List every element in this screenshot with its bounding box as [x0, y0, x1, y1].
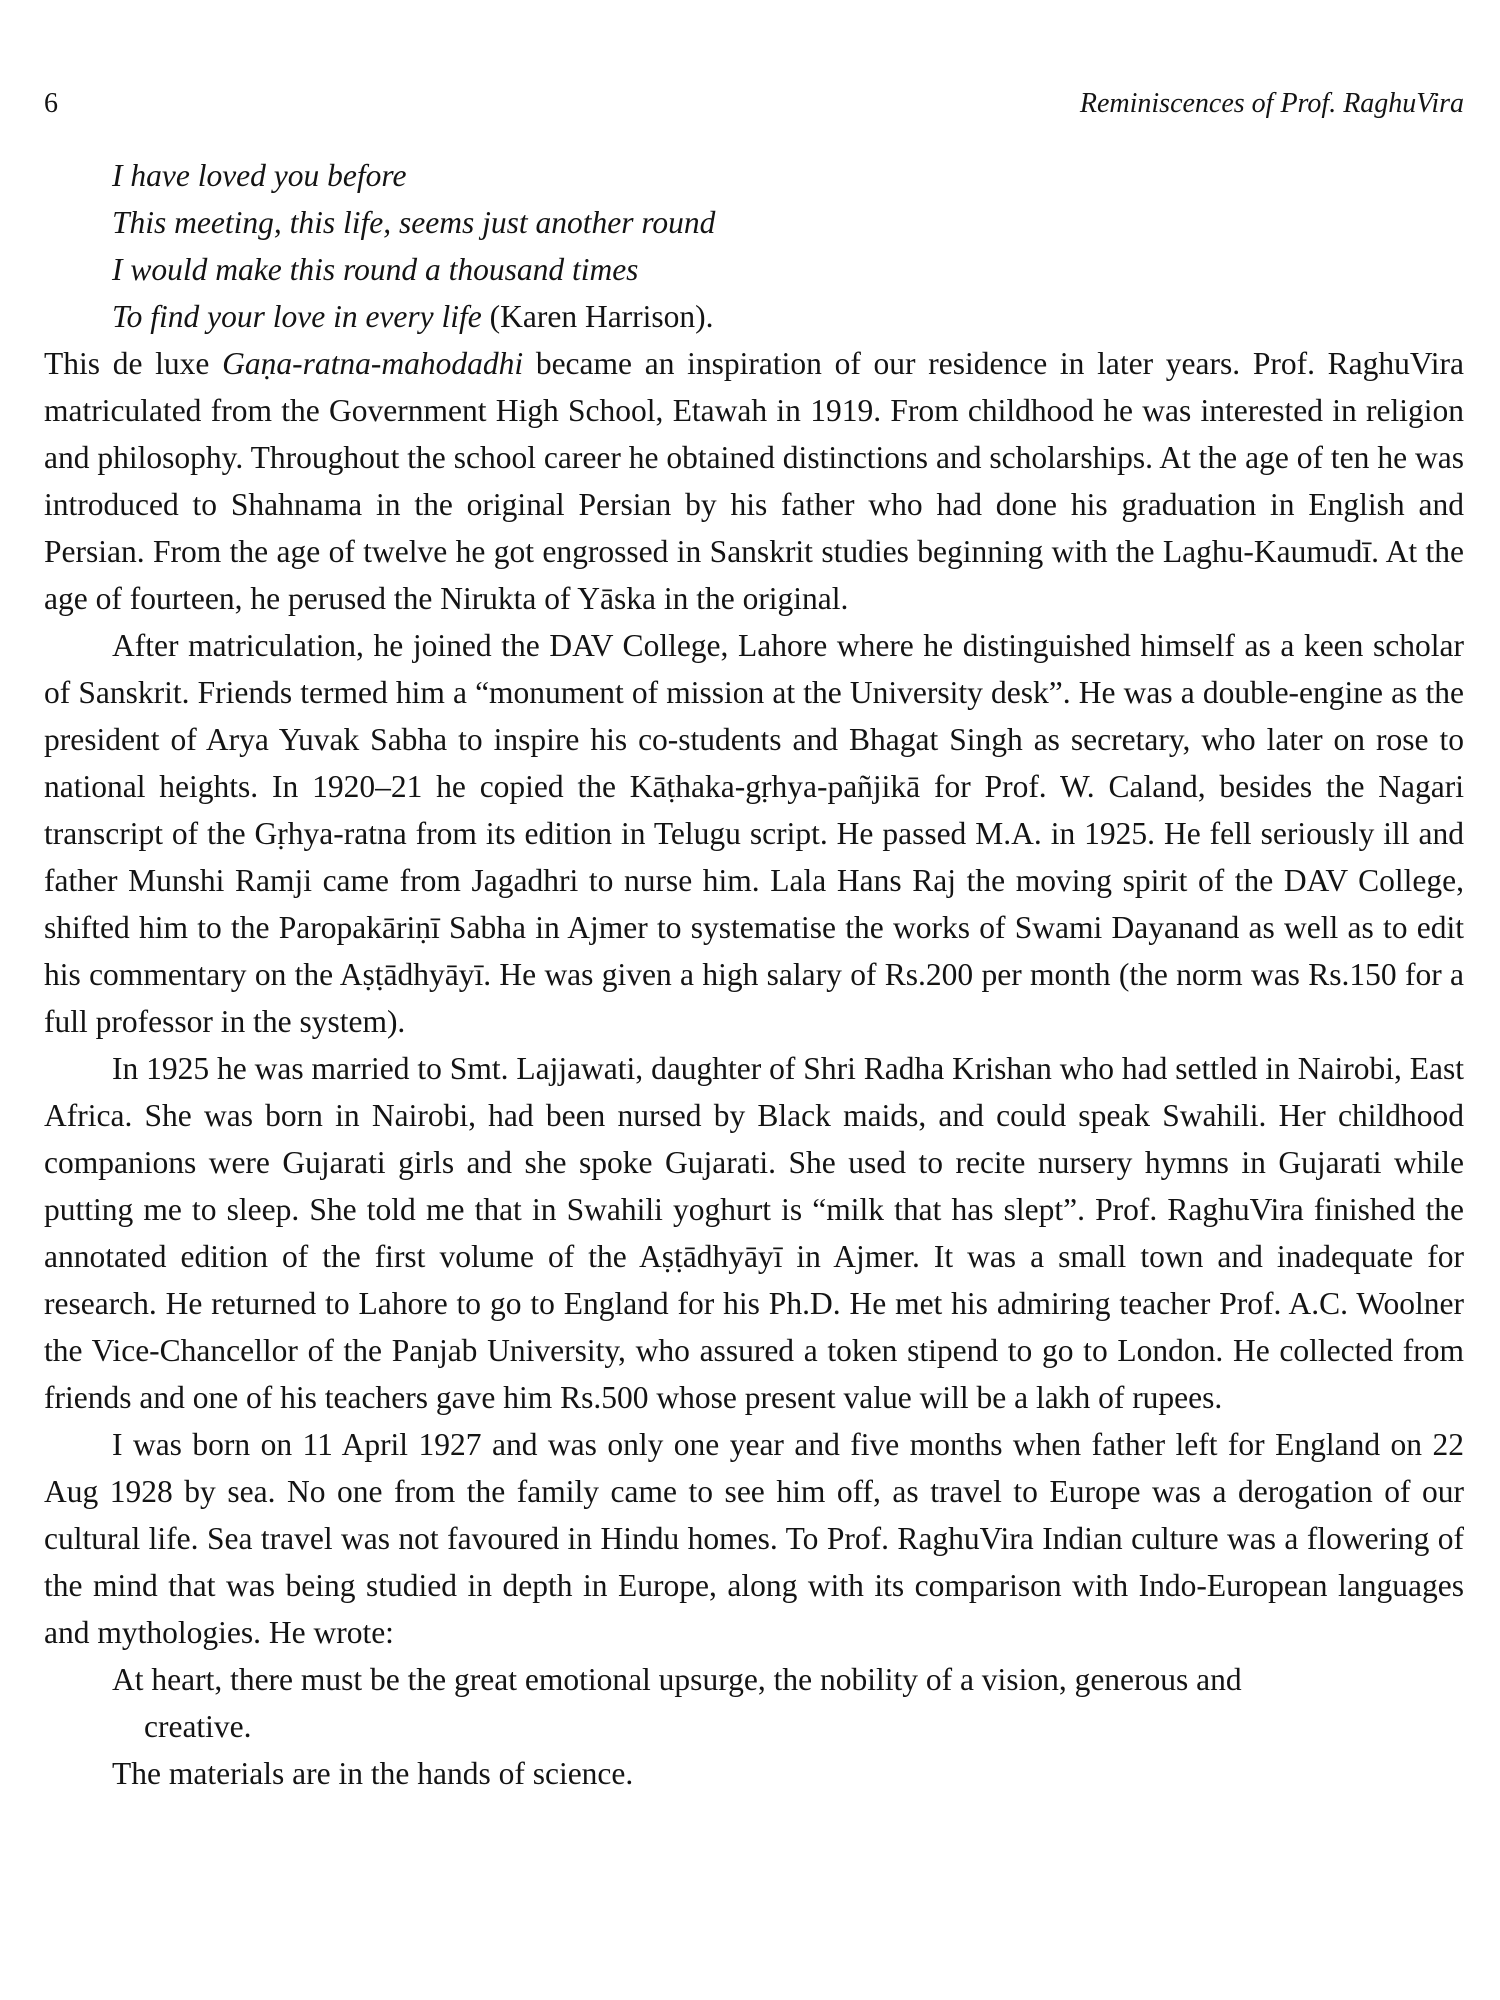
- poem-line: This meeting, this life, seems just another round: [112, 205, 716, 240]
- book-title-gana-ratna: Gaṇa-ratna-mahodadhi: [222, 346, 524, 381]
- paragraph-1-body: became an inspiration of our residence in later years. Prof. RaghuVira matriculated from the Government High School, Etawah in 1919. From childhood he was interested in religion and philosophy. Throughout the school career he obtained distinctions and scholarships. At the age of ten he was introduced to Shahnama in the original Persian by his father who had done his graduation in English and Persian. From the age of twelve he got engrossed in Sanskrit studies beginning with the Laghu-Kaumudī. At the age of fourteen, he perused the Nirukta of Yāska in the original.: [44, 346, 1464, 616]
- paragraph-3: In 1925 he was married to Smt. Lajjawati, daughter of Shri Radha Krishan who had settled in Nairobi, East Africa. She was born in Nairobi, had been nursed by Black maids, and could speak Swahili. Her childhood companions were Gujarati girls and she spoke Gujarati. She used to recite nursery hymns in Gujarati while putting me to sleep. She told me that in Swahili yoghurt is “milk that has slept”. Prof. RaghuVira finished the annotated edition of the first volume of the Aṣṭādhyāyī in Ajmer. It was a small town and inadequate for research. He returned to Lahore to go to England for his Ph.D. He met his admiring teacher Prof. A.C. Woolner the Vice-Chancellor of the Panjab University, who assured a token stipend to go to London. He collected from friends and one of his teachers gave him Rs.500 whose present value will be a lakh of rupees.: [44, 1051, 1464, 1415]
- paragraph-1: [44, 340, 1464, 622]
- running-title: Reminiscences of Prof. RaghuVira: [1079, 88, 1464, 119]
- quote-line-1-continued: creative.: [144, 1709, 252, 1744]
- poem-line: I have loved you before: [112, 158, 407, 193]
- poem-line-last: [112, 293, 1464, 340]
- page-number: 6: [44, 88, 58, 119]
- page-header: [44, 88, 1464, 128]
- block-quote: [44, 1656, 1464, 1797]
- paragraph-4: I was born on 11 April 1927 and was only one year and five months when father left for England on 22 Aug 1928 by sea. No one from the family came to see him off, as travel to Europe was a derogation of our cultural life. Sea travel was not favoured in Hindu homes. To Prof. RaghuVira Indian culture was a flowering of the mind that was being studied in depth in Europe, along with its comparison with Indo-European languages and mythologies. He wrote:: [44, 1427, 1464, 1650]
- poem-last-line-text: To find your love in every life: [112, 299, 482, 334]
- page-body: [44, 152, 1464, 1797]
- quote-line-1: At heart, there must be the great emotional upsurge, the nobility of a vision, generous and: [112, 1662, 1242, 1697]
- paragraph-2: After matriculation, he joined the DAV College, Lahore where he distinguished himself as a keen scholar of Sanskrit. Friends termed him a “monument of mission at the University desk”. He was a double-engine as the president of Arya Yuvak Sabha to inspire his co-students and Bhagat Singh as secretary, who later on rose to national heights. In 1920–21 he copied the Kāṭhaka-gṛhya-pañjikā for Prof. W. Caland, besides the Nagari transcript of the Gṛhya-ratna from its edition in Telugu script. He passed M.A. in 1925. He fell seriously ill and father Munshi Ramji came from Jagadhri to nurse him. Lala Hans Raj the moving spirit of the DAV College, shifted him to the Paropakāriṇī Sabha in Ajmer to systematise the works of Swami Dayanand as well as to edit his commentary on the Aṣṭādhyāyī. He was given a high salary of Rs.200 per month (the norm was Rs.150 for a full professor in the system).: [44, 628, 1464, 1039]
- poem-attribution: (Karen Harrison).: [481, 299, 714, 334]
- paragraph-1-lead: This de luxe: [44, 346, 223, 381]
- poem-quotation: [44, 152, 1464, 340]
- quote-line-2: The materials are in the hands of science.: [112, 1756, 634, 1791]
- poem-line: I would make this round a thousand times: [112, 252, 639, 287]
